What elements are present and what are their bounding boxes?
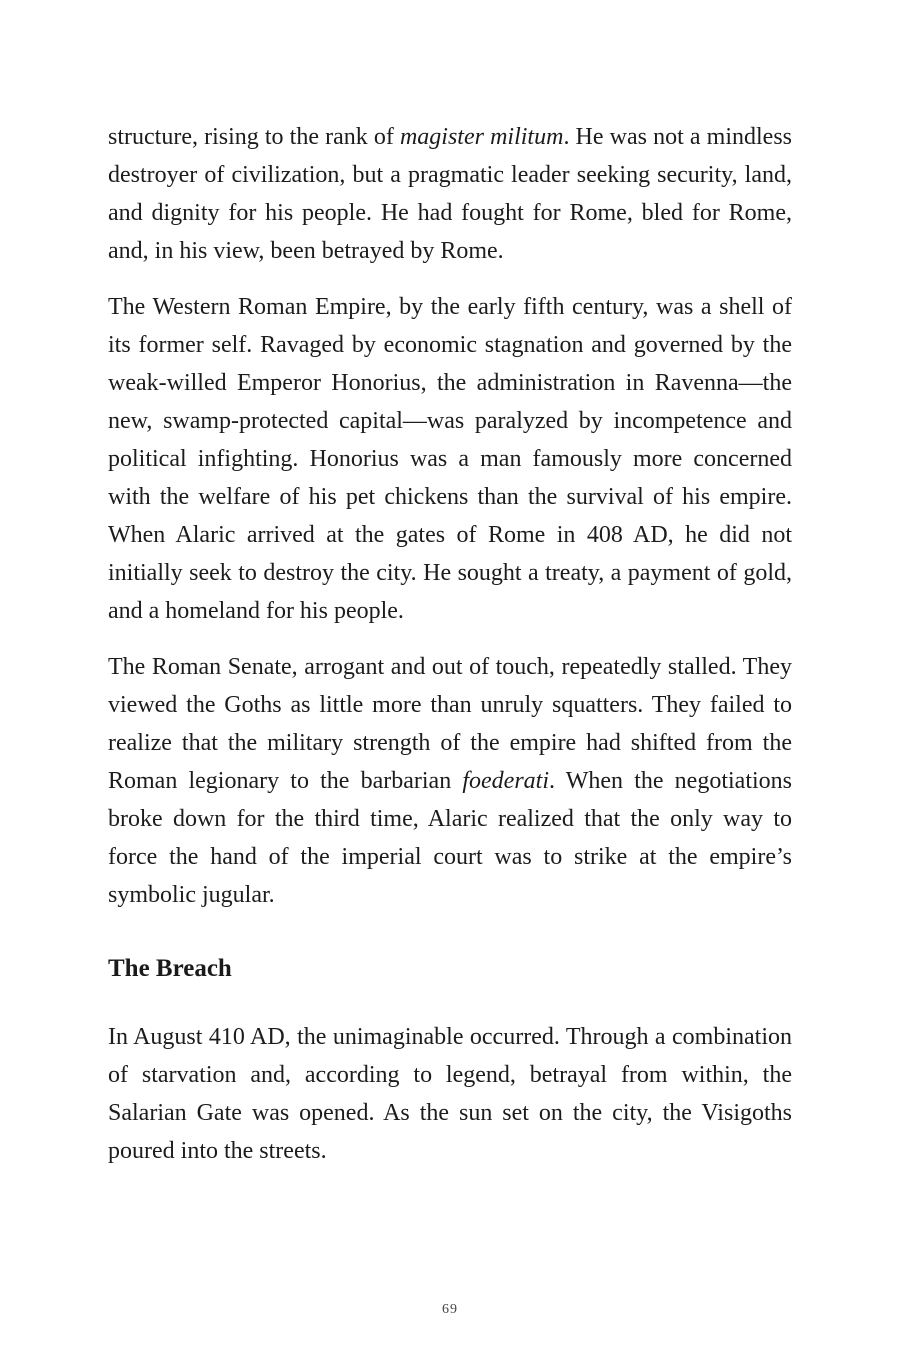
paragraph-3-text-1: The Roman Senate, arrogant and out of touch, repeatedly stalled. They viewed the Goths as little more than unruly squatters. They failed to realize that the military strength of the empire had shifted from the Roman legionary to the barbarian bbox=[108, 654, 792, 794]
paragraph-1-text-2: . He was not a mindless destroyer of civilization, but a pragmatic leader seeking security, land, and dignity for his people. He had fought for Rome, bled for Rome, and, in his view, been betrayed by Rome. bbox=[108, 124, 792, 264]
page-body bbox=[108, 118, 792, 1188]
paragraph-1 bbox=[108, 118, 792, 270]
paragraph-3-text-2: . When the negotiations broke down for the third time, Alaric realized that the only way to force the hand of the imperial court was to strike at the empire’s symbolic jugular. bbox=[108, 768, 792, 908]
paragraph-3-italic-term: foederati bbox=[462, 768, 550, 794]
paragraph-1-text-1: structure, rising to the rank of bbox=[108, 124, 400, 150]
paragraph-1-italic-term: magister militum bbox=[399, 124, 564, 150]
section-paragraph-1-text: In August 410 AD, the unimaginable occurred. Through a combination of starvation and, according to legend, betrayal from within, the Salarian Gate was opened. As the sun set on the city, the Visigoths poured into the streets. bbox=[108, 1024, 792, 1164]
paragraph-2-text: The Western Roman Empire, by the early fifth century, was a shell of its former self. Ravaged by economic stagnation and governed by the weak-willed Emperor Honorius, the administration in Ravenna—the new, swamp-protected capital—was paralyzed by incompetence and political infighting. Honorius was a man famously more concerned with the welfare of his pet chickens than the survival of his empire. When Alaric arrived at the gates of Rome in 408 AD, he did not initially seek to destroy the city. He sought a treaty, a payment of gold, and a homeland for his people. bbox=[108, 294, 792, 624]
section-heading: The Breach bbox=[108, 955, 232, 982]
paragraph-2 bbox=[108, 288, 792, 630]
section-paragraph-1 bbox=[108, 1018, 792, 1170]
paragraph-3 bbox=[108, 648, 792, 914]
page-number: 69 bbox=[442, 1302, 458, 1317]
